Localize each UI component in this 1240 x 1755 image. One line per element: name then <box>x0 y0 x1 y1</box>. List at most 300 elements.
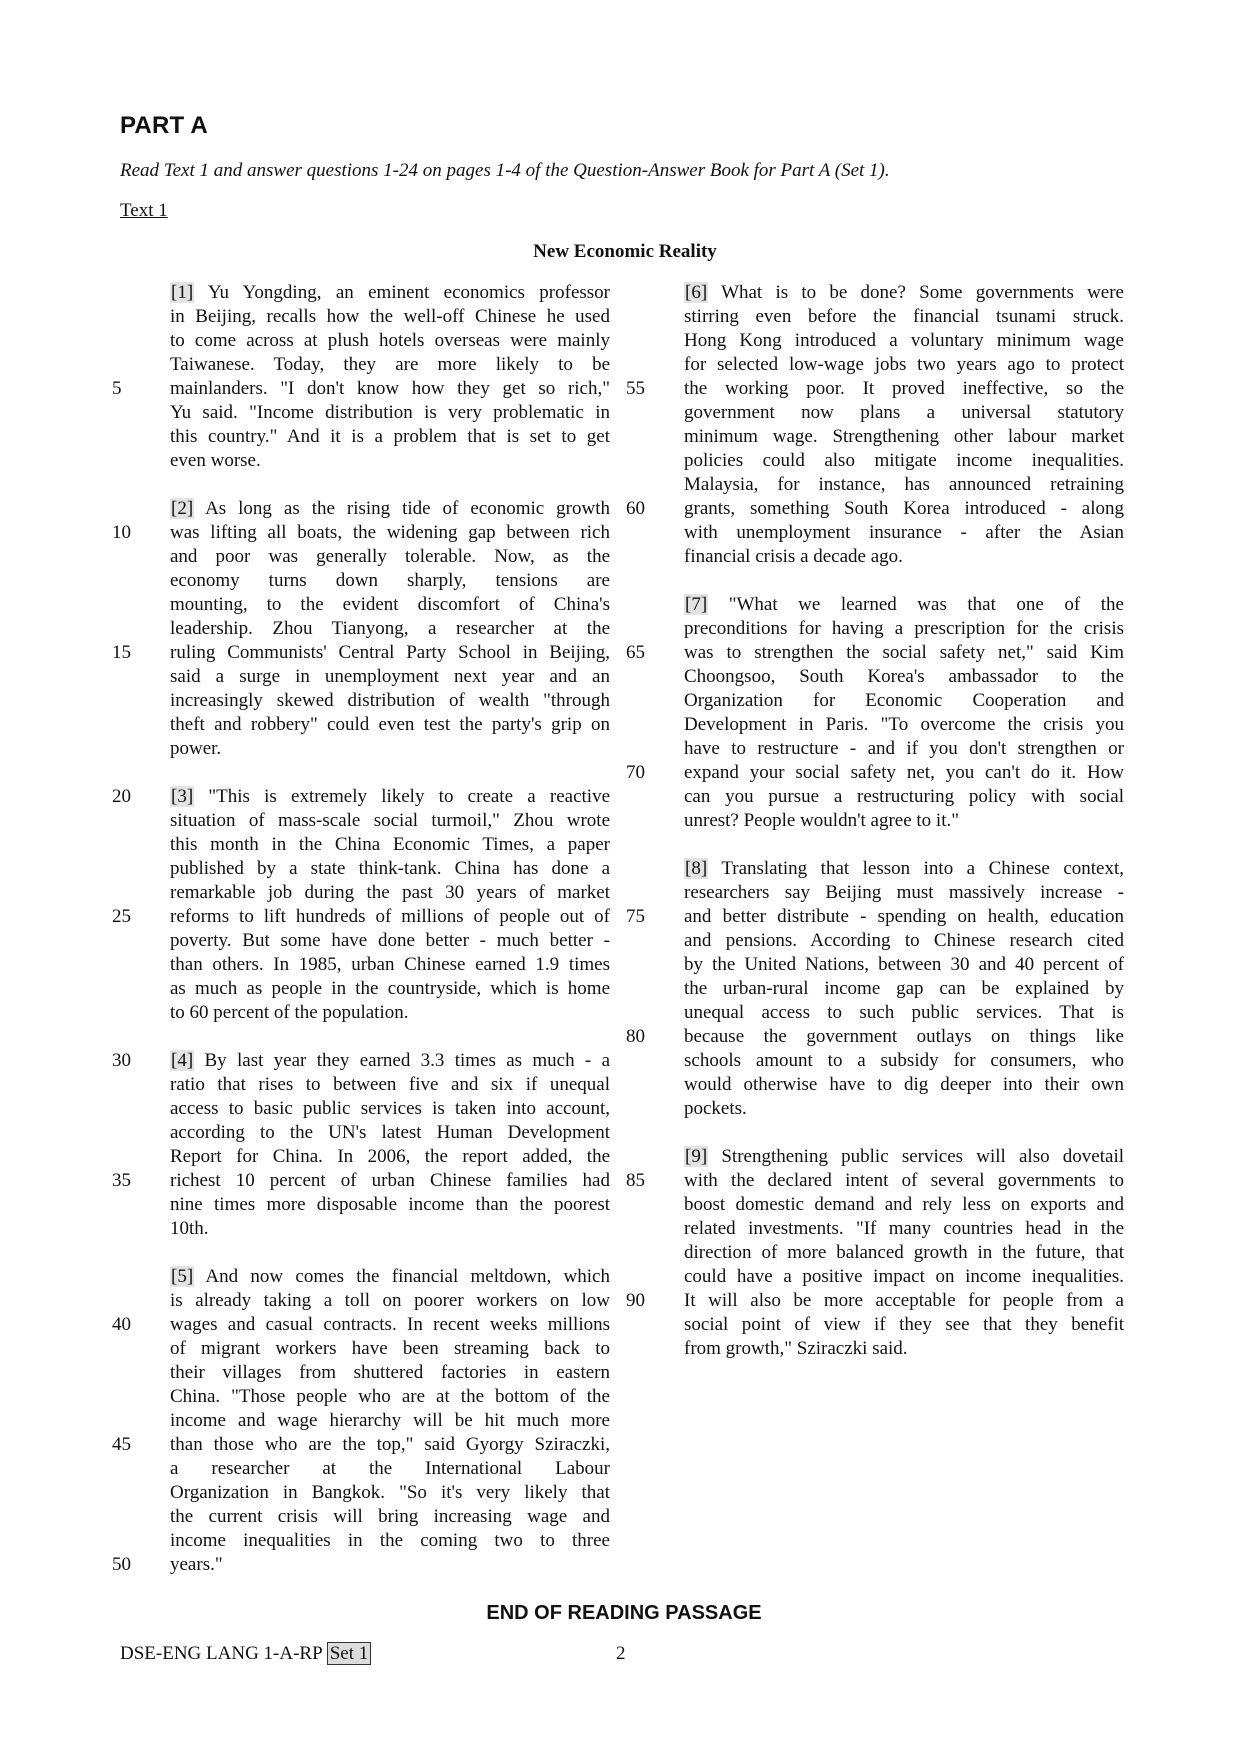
text-line <box>684 473 1124 497</box>
line-text: "This is extremely likely to create a reactive <box>208 786 610 807</box>
text-line <box>170 1121 610 1145</box>
line-text-wrap <box>170 377 610 401</box>
instruction-text: Read Text 1 and answer questions 1-24 on pages 1-4 of the Question-Answer Book for Part A (Set 1). <box>120 160 890 181</box>
line-text-wrap <box>684 1193 1124 1217</box>
text-line <box>170 881 610 905</box>
text-line <box>112 1169 610 1193</box>
line-text: theft and robbery" could even test the party's grip on <box>170 714 610 735</box>
text-line <box>684 1265 1124 1289</box>
line-text: in Beijing, recalls how the well-off Chinese he used <box>170 306 610 327</box>
text-line <box>170 665 610 689</box>
line-text-wrap <box>170 545 610 569</box>
text-line <box>112 1049 610 1073</box>
text-line <box>684 665 1124 689</box>
text-line <box>170 1337 610 1361</box>
text-label: Text 1 <box>120 200 168 221</box>
text-line <box>684 617 1124 641</box>
page-number: 2 <box>616 1643 626 1664</box>
line-text: What is to be done? Some governments were <box>721 282 1124 303</box>
text-line <box>684 425 1124 449</box>
line-text-wrap <box>684 1337 1124 1361</box>
line-text-wrap <box>170 1073 610 1097</box>
line-number: 80 <box>626 1026 645 1047</box>
text-line <box>170 857 610 881</box>
paragraph-gap <box>684 1121 1124 1145</box>
text-line <box>684 521 1124 545</box>
line-text: Organization for Economic Cooperation and <box>684 690 1124 711</box>
text-line <box>684 809 1124 833</box>
paragraph-number: [9] <box>685 1146 708 1167</box>
text-line <box>170 1097 610 1121</box>
line-text: unequal access to such public services. That is <box>684 1002 1124 1023</box>
line-text: the urban-rural income gap can be explained by <box>684 978 1124 999</box>
text-line <box>684 401 1124 425</box>
line-text: with the declared intent of several governments to <box>684 1170 1124 1191</box>
line-text: Yu Yongding, an eminent economics professor <box>207 282 610 303</box>
line-text-wrap <box>170 737 610 761</box>
line-text: schools amount to a subsidy for consumers, who <box>684 1050 1124 1071</box>
paragraph <box>626 857 1124 1121</box>
line-number: 35 <box>112 1170 131 1191</box>
line-text: leadership. Zhou Tianyong, a researcher at the <box>170 618 610 639</box>
line-text-wrap <box>684 1001 1124 1025</box>
text-line <box>170 689 610 713</box>
text-line <box>626 761 1124 785</box>
line-text: could have a positive impact on income inequalities. <box>684 1266 1124 1287</box>
line-text: and pensions. According to Chinese research cited <box>684 930 1124 951</box>
line-text-wrap <box>684 425 1124 449</box>
line-number: 25 <box>112 906 131 927</box>
text-line <box>626 497 1124 521</box>
line-text-wrap <box>684 809 1124 833</box>
line-text-wrap <box>170 1289 610 1313</box>
paragraph-number: [1] <box>171 282 194 303</box>
text-line <box>170 569 610 593</box>
line-number: 50 <box>112 1554 131 1575</box>
line-number: 15 <box>112 642 131 663</box>
line-text: unrest? People wouldn't agree to it." <box>684 810 959 831</box>
line-text: minimum wage. Strengthening other labour market <box>684 426 1124 447</box>
line-number: 10 <box>112 522 131 543</box>
text-line <box>684 593 1124 617</box>
line-text-wrap <box>170 665 610 689</box>
line-text-wrap <box>684 977 1124 1001</box>
line-text: because the government outlays on things like <box>684 1026 1124 1047</box>
text-line <box>170 545 610 569</box>
line-text: would otherwise have to dig deeper into their own <box>684 1074 1124 1095</box>
line-text-wrap <box>684 1073 1124 1097</box>
line-text-wrap <box>170 1505 610 1529</box>
line-text: was lifting all boats, the widening gap between rich <box>170 522 610 543</box>
line-text-wrap <box>170 1217 610 1241</box>
paragraph <box>112 1265 610 1577</box>
text-line <box>684 449 1124 473</box>
line-text-wrap <box>684 905 1124 929</box>
paragraph <box>112 281 610 473</box>
line-text: can you pursue a restructuring policy with social <box>684 786 1124 807</box>
text-line <box>112 905 610 929</box>
line-text-wrap <box>170 1457 610 1481</box>
line-text: income and wage hierarchy will be hit much more <box>170 1410 610 1431</box>
text-line <box>684 1217 1124 1241</box>
line-text-wrap <box>684 641 1124 665</box>
line-text-wrap <box>684 401 1124 425</box>
text-line <box>170 1073 610 1097</box>
line-text-wrap <box>684 545 1124 569</box>
line-text: expand your social safety net, you can't do it. How <box>684 762 1124 783</box>
text-line <box>112 1433 610 1457</box>
line-text: have to restructure - and if you don't strengthen or <box>684 738 1124 759</box>
text-line <box>684 977 1124 1001</box>
text-line <box>684 1313 1124 1337</box>
text-line <box>170 617 610 641</box>
line-text-wrap <box>170 1313 610 1337</box>
text-line <box>684 689 1124 713</box>
text-line <box>684 305 1124 329</box>
text-line <box>684 1073 1124 1097</box>
line-text-wrap <box>170 281 610 305</box>
text-line <box>170 833 610 857</box>
line-text: policies could also mitigate income inequalities. <box>684 450 1124 471</box>
text-line <box>684 785 1124 809</box>
end-of-passage-label: END OF READING PASSAGE <box>486 1602 762 1624</box>
line-text: pockets. <box>684 1098 747 1119</box>
line-text: this country." And it is a problem that is set to get <box>170 426 610 447</box>
line-text: situation of mass-scale social turmoil," Zhou wrote <box>170 810 610 831</box>
text-line <box>626 905 1124 929</box>
line-text: ratio that rises to between five and six if unequal <box>170 1074 610 1095</box>
line-text-wrap <box>684 761 1124 785</box>
line-text-wrap <box>684 353 1124 377</box>
paragraph-gap <box>170 761 610 785</box>
line-number: 20 <box>112 786 131 807</box>
line-text-wrap <box>170 353 610 377</box>
paragraph-number: [2] <box>171 498 194 519</box>
line-text: of migrant workers have been streaming back to <box>170 1338 610 1359</box>
line-text-wrap <box>170 809 610 833</box>
line-text-wrap <box>684 1097 1124 1121</box>
line-text: to 60 percent of the population. <box>170 1002 409 1023</box>
text-line <box>626 1025 1124 1049</box>
passage-title: New Economic Reality <box>533 241 717 262</box>
line-text-wrap <box>684 497 1124 521</box>
line-text: increasingly skewed distribution of wealth "through <box>170 690 610 711</box>
line-text: the working poor. It proved ineffective, so the <box>684 378 1124 399</box>
line-text-wrap <box>170 1553 610 1577</box>
text-line <box>684 737 1124 761</box>
text-line <box>684 713 1124 737</box>
line-text-wrap <box>170 1169 610 1193</box>
line-text-wrap <box>170 929 610 953</box>
line-text: related investments. "If many countries head in the <box>684 1218 1124 1239</box>
line-text: Yu said. "Income distribution is very problematic in <box>170 402 610 423</box>
line-text-wrap <box>684 737 1124 761</box>
text-line <box>684 545 1124 569</box>
paragraph-number: [6] <box>685 282 708 303</box>
paragraph-gap <box>170 473 610 497</box>
line-text: Taiwanese. Today, they are more likely to be <box>170 354 610 375</box>
line-text: As long as the rising tide of economic growth <box>205 498 611 519</box>
line-number: 5 <box>112 378 122 399</box>
line-text-wrap <box>170 617 610 641</box>
line-text-wrap <box>684 1025 1124 1049</box>
line-text-wrap <box>684 1145 1124 1169</box>
line-text: Translating that lesson into a Chinese context, <box>721 858 1124 879</box>
text-line <box>170 929 610 953</box>
text-line <box>170 1385 610 1409</box>
footer-paper-code <box>120 1643 371 1665</box>
line-text-wrap <box>170 521 610 545</box>
line-number: 30 <box>112 1050 131 1071</box>
line-text-wrap <box>170 857 610 881</box>
paragraph-number: [4] <box>171 1050 194 1071</box>
line-text: financial crisis a decade ago. <box>684 546 903 567</box>
line-number: 60 <box>626 498 645 519</box>
text-line <box>170 305 610 329</box>
line-text: It will also be more acceptable for people from a <box>684 1290 1124 1311</box>
line-text-wrap <box>170 713 610 737</box>
line-text-wrap <box>170 1361 610 1385</box>
line-text-wrap <box>684 1265 1124 1289</box>
text-line <box>170 425 610 449</box>
line-text-wrap <box>170 569 610 593</box>
line-text: published by a state think-tank. China has done a <box>170 858 610 879</box>
line-text-wrap <box>170 497 610 521</box>
paragraph-gap <box>170 1025 610 1049</box>
line-text-wrap <box>684 1289 1124 1313</box>
line-text: for selected low-wage jobs two years ago to protect <box>684 354 1124 375</box>
line-text-wrap <box>684 665 1124 689</box>
text-line <box>170 737 610 761</box>
line-text: even worse. <box>170 450 261 471</box>
line-number: 85 <box>626 1170 645 1191</box>
paragraph-number: [7] <box>685 594 708 615</box>
text-line <box>170 329 610 353</box>
paragraph <box>626 281 1124 569</box>
line-text: than others. In 1985, urban Chinese earned 1.9 times <box>170 954 610 975</box>
line-text-wrap <box>170 329 610 353</box>
line-text: their villages from shuttered factories in eastern <box>170 1362 610 1383</box>
line-number: 40 <box>112 1314 131 1335</box>
line-text: direction of more balanced growth in the future, that <box>684 1242 1124 1263</box>
text-line <box>170 281 610 305</box>
text-line <box>112 521 610 545</box>
line-text: Report for China. In 2006, the report added, the <box>170 1146 610 1167</box>
line-text-wrap <box>170 1337 610 1361</box>
left-column <box>112 281 611 1577</box>
text-line <box>684 1193 1124 1217</box>
line-text: access to basic public services is taken into account, <box>170 1098 610 1119</box>
line-text: as much as people in the countryside, which is home <box>170 978 610 999</box>
line-text: years." <box>170 1554 223 1575</box>
line-text: power. <box>170 738 222 759</box>
text-line <box>170 1481 610 1505</box>
line-text: mounting, to the evident discomfort of China's <box>170 594 610 615</box>
line-text-wrap <box>684 689 1124 713</box>
line-number: 55 <box>626 378 645 399</box>
text-line <box>112 1313 610 1337</box>
line-text: mainlanders. "I don't know how they get so rich," <box>170 378 610 399</box>
line-text: And now comes the financial meltdown, which <box>205 1266 610 1287</box>
line-text: to come across at plush hotels overseas were mainly <box>170 330 610 351</box>
text-line <box>170 713 610 737</box>
line-text: stirring even before the financial tsunami struck. <box>684 306 1124 327</box>
line-text: Strengthening public services will also dovetail <box>721 1146 1124 1167</box>
text-line <box>170 1145 610 1169</box>
text-line <box>112 641 610 665</box>
text-line <box>684 881 1124 905</box>
text-line <box>170 401 610 425</box>
line-text-wrap <box>684 785 1124 809</box>
line-text-wrap <box>170 1145 610 1169</box>
line-text: government now plans a universal statutory <box>684 402 1124 423</box>
line-text-wrap <box>684 881 1124 905</box>
line-text-wrap <box>170 785 610 809</box>
line-text-wrap <box>170 1049 610 1073</box>
paragraph <box>112 497 611 761</box>
line-text: China. "Those people who are at the bottom of the <box>170 1386 610 1407</box>
paragraph <box>626 593 1124 833</box>
line-text: by the United Nations, between 30 and 40 percent of <box>684 954 1124 975</box>
line-text: than those who are the top," said Gyorgy Sziraczki, <box>170 1434 610 1455</box>
line-text-wrap <box>684 1313 1124 1337</box>
text-line <box>170 593 610 617</box>
text-line <box>170 1457 610 1481</box>
line-text-wrap <box>170 881 610 905</box>
line-text: grants, something South Korea introduced - along <box>684 498 1124 519</box>
line-number: 75 <box>626 906 645 927</box>
line-text-wrap <box>170 1385 610 1409</box>
paragraph-gap <box>684 833 1124 857</box>
line-text-wrap <box>684 1217 1124 1241</box>
line-text: social point of view if they see that they benefit <box>684 1314 1124 1335</box>
line-text-wrap <box>684 1169 1124 1193</box>
line-text-wrap <box>170 1433 610 1457</box>
paragraph <box>112 1049 610 1241</box>
line-text-wrap <box>684 953 1124 977</box>
text-line <box>170 1361 610 1385</box>
line-text-wrap <box>170 593 610 617</box>
text-line <box>684 857 1124 881</box>
line-text-wrap <box>170 425 610 449</box>
text-line <box>170 497 610 521</box>
text-line <box>684 1097 1124 1121</box>
line-text: By last year they earned 3.3 times as much - a <box>204 1050 610 1071</box>
line-text: was to strengthen the social safety net," said Kim <box>684 642 1124 663</box>
text-line <box>170 953 610 977</box>
part-title: PART A <box>120 112 208 139</box>
text-line <box>112 1553 610 1577</box>
text-line <box>170 1529 610 1553</box>
line-text: Development in Paris. "To overcome the crisis you <box>684 714 1124 735</box>
text-line <box>684 1145 1124 1169</box>
line-text: this month in the China Economic Times, a paper <box>170 834 610 855</box>
text-line <box>684 281 1124 305</box>
line-text-wrap <box>684 857 1124 881</box>
paragraph-gap <box>684 569 1124 593</box>
line-text: and better distribute - spending on health, education <box>684 906 1124 927</box>
line-text-wrap <box>170 1481 610 1505</box>
line-text-wrap <box>170 1121 610 1145</box>
paragraph <box>112 785 610 1025</box>
line-text-wrap <box>170 977 610 1001</box>
line-text: the current crisis will bring increasing wage and <box>170 1506 610 1527</box>
line-text: "What we learned was that one of the <box>728 594 1124 615</box>
text-line <box>626 1289 1124 1313</box>
text-line <box>170 809 610 833</box>
line-text: ruling Communists' Central Party School in Beijing, <box>170 642 610 663</box>
text-line <box>170 977 610 1001</box>
line-text-wrap <box>684 1241 1124 1265</box>
text-line <box>170 1409 610 1433</box>
line-text: income inequalities in the coming two to three <box>170 1530 610 1551</box>
line-text-wrap <box>684 521 1124 545</box>
text-line <box>112 377 610 401</box>
line-text: wages and casual contracts. In recent weeks millions <box>170 1314 610 1335</box>
line-text: Choongsoo, South Korea's ambassador to the <box>684 666 1124 687</box>
line-text-wrap <box>684 377 1124 401</box>
text-line <box>626 377 1124 401</box>
line-text: 10th. <box>170 1218 209 1239</box>
line-text: researchers say Beijing must massively increase - <box>684 882 1124 903</box>
line-text-wrap <box>170 1001 610 1025</box>
line-text: economy turns down sharply, tensions are <box>170 570 610 591</box>
line-text: remarkable job during the past 30 years of market <box>170 882 610 903</box>
line-number: 70 <box>626 762 645 783</box>
line-text-wrap <box>684 473 1124 497</box>
line-text-wrap <box>170 689 610 713</box>
line-text: poverty. But some have done better - much better - <box>170 930 610 951</box>
right-column <box>626 281 1124 1361</box>
text-line <box>684 1001 1124 1025</box>
line-text-wrap <box>684 305 1124 329</box>
line-text-wrap <box>684 1049 1124 1073</box>
text-line <box>170 449 610 473</box>
line-text-wrap <box>170 401 610 425</box>
line-text-wrap <box>684 329 1124 353</box>
line-text-wrap <box>170 1265 610 1289</box>
line-text: a researcher at the International Labour <box>170 1458 610 1479</box>
line-text: with unemployment insurance - after the Asian <box>684 522 1124 543</box>
line-text: nine times more disposable income than the poorest <box>170 1194 610 1215</box>
text-line <box>170 353 610 377</box>
text-line <box>684 1049 1124 1073</box>
text-line <box>112 785 610 809</box>
text-line <box>684 1337 1124 1361</box>
line-text: is already taking a toll on poorer workers on low <box>170 1290 610 1311</box>
line-number: 90 <box>626 1290 645 1311</box>
line-text-wrap <box>684 593 1124 617</box>
text-line <box>170 1193 610 1217</box>
line-text-wrap <box>170 1193 610 1217</box>
paragraph-number: [8] <box>685 858 708 879</box>
paragraph-number: [5] <box>171 1266 194 1287</box>
text-line <box>684 329 1124 353</box>
line-text-wrap <box>684 929 1124 953</box>
text-line <box>170 1505 610 1529</box>
line-number: 45 <box>112 1434 131 1455</box>
line-text: said a surge in unemployment next year and an <box>170 666 610 687</box>
line-text-wrap <box>170 1529 610 1553</box>
paragraph <box>626 1145 1124 1361</box>
line-text-wrap <box>170 1097 610 1121</box>
text-line <box>170 1001 610 1025</box>
paragraph-number: [3] <box>171 786 194 807</box>
paragraph-gap <box>170 1241 610 1265</box>
line-text: richest 10 percent of urban Chinese families had <box>170 1170 610 1191</box>
line-text: Malaysia, for instance, has announced retraining <box>684 474 1124 495</box>
text-line <box>684 953 1124 977</box>
